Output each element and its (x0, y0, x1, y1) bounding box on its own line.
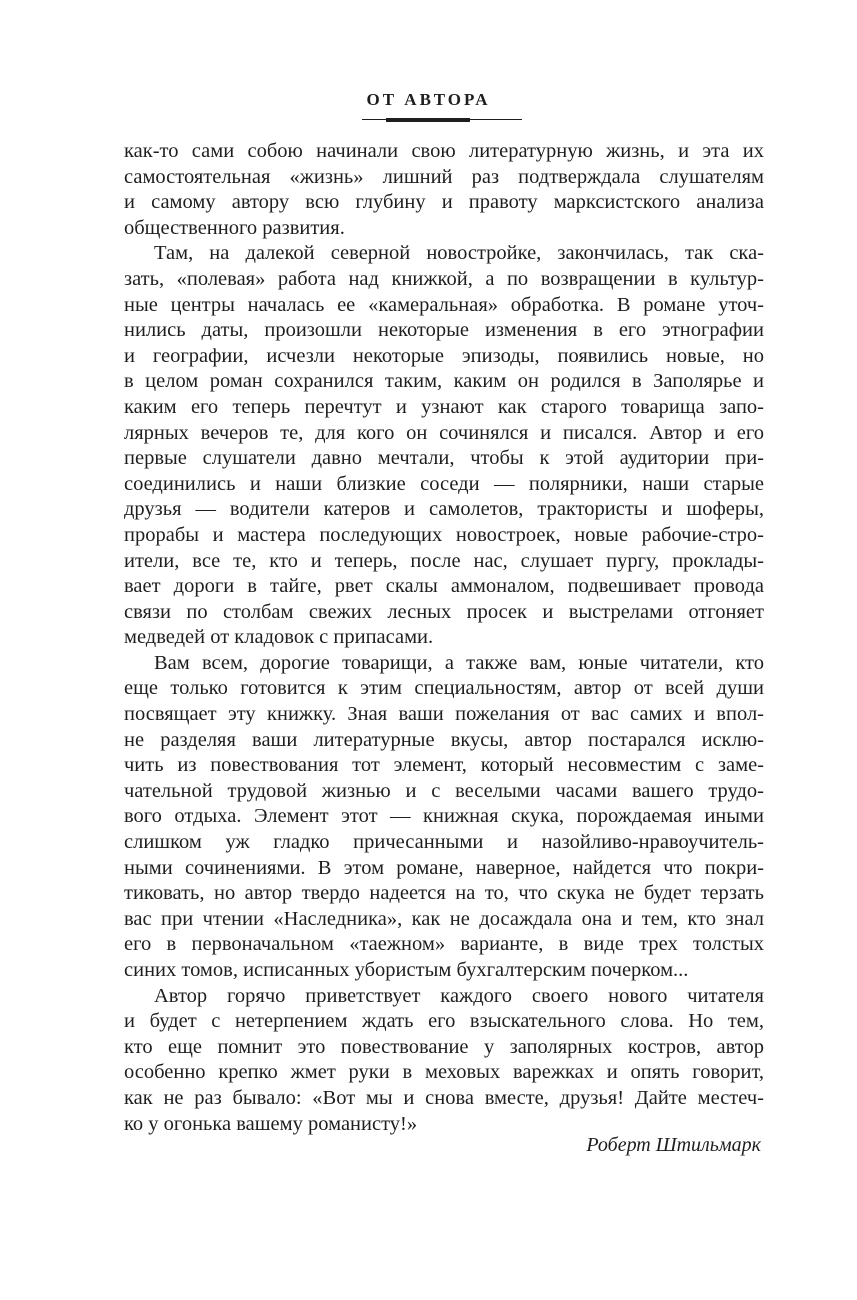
body-text (124, 139, 764, 1137)
text-line: общественного развития. (124, 216, 345, 239)
text-line: не разделяя ваши литературные вкусы, автор постарался исклю- (124, 728, 764, 751)
text-line: еще только готовится к этим специальностям, автор от всей души (124, 677, 764, 700)
paragraph (124, 241, 764, 651)
text-line: кто еще помнит это повествование у заполярных костров, автор (124, 1035, 764, 1058)
text-line: самостоятельная «жизнь» лишний раз подтверждала слушателям (124, 165, 764, 188)
text-line: как не раз бывало: «Вот мы и снова вместе, друзья! Дайте местеч- (124, 1086, 764, 1109)
text-line: и самому автору всю глубину и правоту марксистского анализа (124, 191, 764, 214)
text-line: ители, все те, кто и теперь, после нас, слушает пургу, проклады- (124, 549, 764, 572)
text-line: Автор горячо приветствует каждого своего нового читателя (154, 984, 764, 1007)
text-line: тиковать, но автор твердо надеется на то, что скука не будет терзать (124, 882, 764, 905)
text-line: нились даты, произошли некоторые изменения в его этнографии (124, 319, 764, 342)
paragraph (124, 651, 764, 984)
text-line: каким его теперь перечтут и узнают как старого товарища запо- (124, 395, 764, 418)
text-line: чательной трудовой жизнью и с веселыми часами вашего трудо- (124, 779, 764, 802)
text-line: лярных вечеров те, для кого он сочинялся и писался. Автор и его (124, 421, 764, 444)
text-line: в целом роман сохранился таким, каким он родился в Заполярье и (124, 370, 764, 393)
text-line: прорабы и мастера последующих новостроек, новые рабочие-стро- (124, 523, 764, 546)
header-rule-accent (386, 118, 470, 122)
text-line: ные центры началась ее «камеральная» обработка. В романе уточ- (124, 293, 764, 316)
text-line: особенно крепко жмет руки в меховых варежках и опять говорит, (124, 1061, 764, 1084)
text-line: Вам всем, дорогие товарищи, а также вам, юные читатели, кто (154, 651, 764, 674)
text-line: посвящает эту книжку. Зная ваши пожелания от вас самих и впол- (124, 703, 764, 726)
author-signature: Роберт Штильмарк (586, 1134, 761, 1156)
paragraph (124, 984, 764, 1138)
page-header-title: ОТ АВТОРА (366, 90, 491, 109)
text-line: его в первоначальном «таежном» варианте, в виде трех толстых (124, 933, 764, 956)
text-line: и географии, исчезли некоторые эпизоды, появились новые, но (124, 344, 764, 367)
text-line: ко у огонька вашему романисту!» (124, 1112, 418, 1135)
text-line: синих томов, исписанных убористым бухгалтерским почерком... (124, 959, 689, 981)
text-line: медведей от кладовок с припасами. (124, 626, 434, 649)
text-line: вас при чтении «Наследника», как не досаждала она и тем, кто знал (124, 907, 764, 930)
text-line: и будет с нетерпением ждать его взыскательного слова. Но тем, (124, 1010, 764, 1033)
text-line: как-то сами собою начинали свою литературную жизнь, и эта их (124, 140, 764, 162)
text-line: первые слушатели давно мечтали, чтобы к этой аудитории при- (124, 447, 764, 470)
text-line: чить из повествования тот элемент, который несовместим с заме- (124, 754, 764, 777)
text-line: слишком уж гладко причесанными и назойливо-нравоучитель- (124, 831, 764, 854)
text-line: Там, на далекой северной новостройке, закончилась, так ска- (154, 242, 764, 265)
text-line: соединились и наши близкие соседи — полярники, наши старые (124, 472, 764, 495)
text-line: друзья — водители катеров и самолетов, трактористы и шоферы, (124, 498, 764, 521)
text-line: вает дороги в тайге, рвет скалы аммоналом, подвешивает провода (124, 575, 764, 598)
paragraph (124, 139, 764, 241)
text-line: связи по столбам свежих лесных просек и выстрелами отгоняет (124, 600, 764, 623)
text-line: вого отдыха. Элемент этот — книжная скука, порождаемая иными (124, 805, 764, 828)
text-line: зать, «полевая» работа над книжкой, а по возвращении в культур- (124, 267, 764, 290)
text-line: ными сочинениями. В этом романе, наверное, найдется что покри- (124, 856, 764, 879)
